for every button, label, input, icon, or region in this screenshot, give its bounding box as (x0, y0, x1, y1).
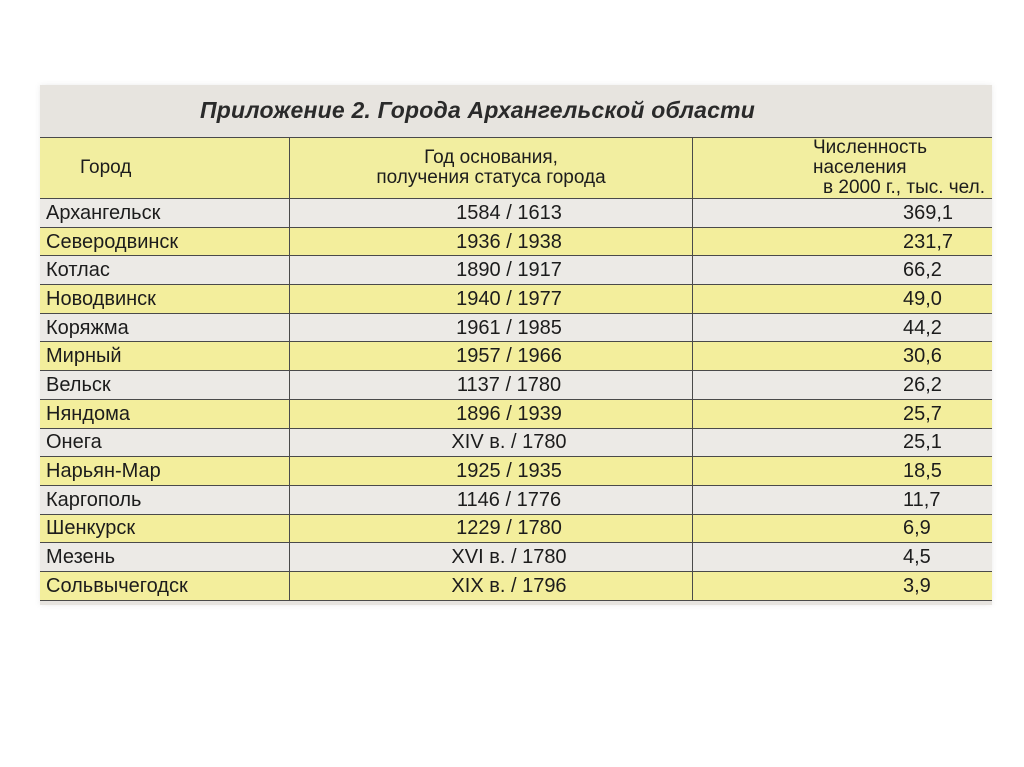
city-cell: Шенкурск (40, 514, 290, 543)
header-founded-line1: Год основания, (424, 147, 558, 168)
founded-cell: 1961 / 1985 (290, 313, 693, 342)
city-cell: Каргополь (40, 485, 290, 514)
founded-cell: XIV в. / 1780 (290, 428, 693, 457)
founded-cell: 1146 / 1776 (290, 485, 693, 514)
population-cell: 11,7 (693, 485, 993, 514)
population-cell: 6,9 (693, 514, 993, 543)
founded-cell: 1925 / 1935 (290, 457, 693, 486)
city-cell: Мезень (40, 543, 290, 572)
founded-cell: XIX в. / 1796 (290, 571, 693, 600)
city-cell: Котлас (40, 256, 290, 285)
table-row (40, 514, 992, 543)
table-row (40, 399, 992, 428)
population-cell: 231,7 (693, 227, 993, 256)
table-row (40, 371, 992, 400)
population-cell: 25,7 (693, 399, 993, 428)
header-population (693, 138, 993, 199)
city-cell: Сольвычегодск (40, 571, 290, 600)
city-cell: Коряжма (40, 313, 290, 342)
population-cell: 49,0 (693, 285, 993, 314)
table-row (40, 342, 992, 371)
table-row (40, 313, 992, 342)
population-cell: 3,9 (693, 571, 993, 600)
founded-cell: 1936 / 1938 (290, 227, 693, 256)
city-cell: Новодвинск (40, 285, 290, 314)
city-cell: Нарьян-Мар (40, 457, 290, 486)
founded-cell: XVI в. / 1780 (290, 543, 693, 572)
population-cell: 25,1 (693, 428, 993, 457)
founded-cell: 1229 / 1780 (290, 514, 693, 543)
table-row (40, 227, 992, 256)
founded-cell: 1957 / 1966 (290, 342, 693, 371)
founded-cell: 1940 / 1977 (290, 285, 693, 314)
table-row (40, 256, 992, 285)
founded-cell: 1584 / 1613 (290, 199, 693, 228)
population-cell: 369,1 (693, 199, 993, 228)
header-city: Город (40, 138, 290, 199)
city-cell: Вельск (40, 371, 290, 400)
table-row (40, 457, 992, 486)
population-cell: 30,6 (693, 342, 993, 371)
city-cell: Архангельск (40, 199, 290, 228)
population-cell: 26,2 (693, 371, 993, 400)
header-founded-line2: получения статуса города (376, 167, 606, 188)
scanned-page (40, 85, 992, 605)
population-cell: 4,5 (693, 543, 993, 572)
table-row (40, 428, 992, 457)
city-cell: Онега (40, 428, 290, 457)
table-row (40, 199, 992, 228)
city-cell: Няндома (40, 399, 290, 428)
header-population-line2: в 2000 г., тыс. чел. (823, 177, 985, 198)
table-row (40, 543, 992, 572)
cities-table (40, 137, 992, 601)
header-founded (290, 138, 693, 199)
founded-cell: 1137 / 1780 (290, 371, 693, 400)
population-cell: 66,2 (693, 256, 993, 285)
table-row (40, 571, 992, 600)
table-row (40, 485, 992, 514)
table-row (40, 285, 992, 314)
city-cell: Мирный (40, 342, 290, 371)
page-title: Приложение 2. Города Архангельской области (200, 97, 756, 123)
header-population-line1: Численность населения (813, 137, 928, 178)
table-header-row (40, 138, 992, 199)
population-cell: 44,2 (693, 313, 993, 342)
city-cell: Северодвинск (40, 227, 290, 256)
population-cell: 18,5 (693, 457, 993, 486)
founded-cell: 1890 / 1917 (290, 256, 693, 285)
table-body (40, 199, 992, 601)
founded-cell: 1896 / 1939 (290, 399, 693, 428)
